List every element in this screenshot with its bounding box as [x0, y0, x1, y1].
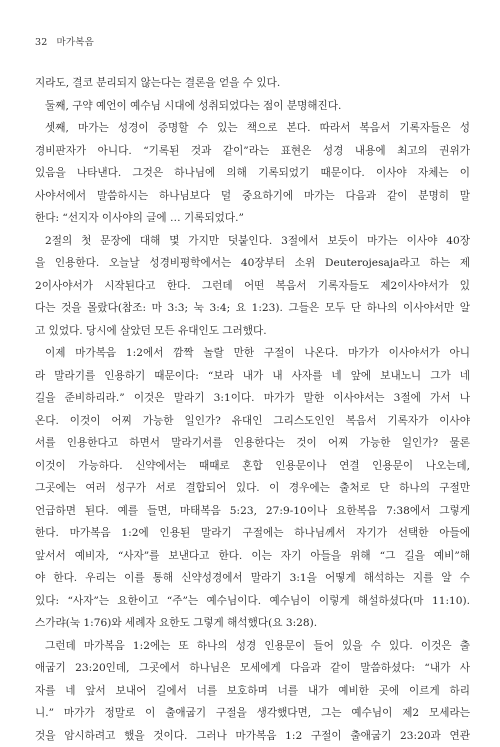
- text-line: 온다. 이것이 어찌 가능한 일인가? 유대인 그리스도인인 복음서 기록자가 이사야: [35, 410, 470, 433]
- text-line: 사야서에서 말씀하시는 하나님보다 덜 중요하기에 마가는 다음과 같이 분명히 말: [35, 185, 470, 208]
- text-line: 이것이 가능하다. 신약에서는 때때로 혼합 인용문이나 연결 인용문이 나오는데,: [35, 455, 470, 478]
- text-line: 서를 인용한다고 하면서 말라기서를 인용한다는 것이 어찌 가능한 일인가? 물론: [35, 432, 470, 455]
- text-line: 자를 네 앞서 보내어 길에서 너를 보호하며 너를 내가 예비한 곳에 이르게 하리: [35, 680, 470, 703]
- text-line: 애굽기 23:20인데, 그곳에서 하나님은 모세에게 다음과 같이 말씀하셨다: “내가 사: [35, 657, 470, 680]
- text-line: 둘째, 구약 예언이 예수님 시대에 성취되었다는 점이 분명해진다.: [35, 95, 470, 118]
- text-line: 이제 마가복음 1:2에서 깜짝 놀랄 만한 구절이 나온다. 마가가 이사야서가 아니: [35, 342, 470, 365]
- text-line: 길을 준비하리라.” 이것은 말라기 3:1이다. 마가가 말한 이사야서는 3절에 가서 나: [35, 387, 470, 410]
- text-line: 한다: “선지자 이사야의 글에 … 기록되었다.”: [35, 207, 470, 230]
- text-line: 지라도, 결코 분리되지 않는다는 결론을 얻을 수 있다.: [35, 72, 470, 95]
- text-line: 니.” 마가가 정말로 이 출애굽기 구절을 생각했다면, 그는 예수님이 제2 모세라는: [35, 702, 470, 725]
- text-line: 그런데 마가복음 1:2에는 또 하나의 성경 인용문이 들어 있을 수 있다. 이것은 출: [35, 635, 470, 658]
- text-line: 있다: “사자”는 요한이고 “주”는 예수님이다. 예수님이 이렇게 해설하셨다(마 11:10).: [35, 590, 470, 613]
- text-line: 것을 암시하려고 했을 것이다. 그러나 마가복음 1:2 구절이 출애굽기 23:20과 연관: [35, 725, 470, 747]
- running-header: [35, 34, 94, 48]
- text-line: 경비판자가 아니다. “기록된 것과 같이”라는 표현은 성경 내용에 최고의 권위가: [35, 140, 470, 163]
- text-line: 스가랴(눅 1:76)와 세례자 요한도 그렇게 해석했다(요 3:28).: [35, 612, 470, 635]
- text-line: 그곳에는 여러 성구가 서로 결합되어 있다. 이 경우에는 출처로 단 하나의 구절만: [35, 477, 470, 500]
- text-line: 을 인용한다. 오늘날 성경비평학에서는 40장부터 소위 Deuterojesaja라고 하는 제: [35, 252, 470, 275]
- body-text: [35, 72, 470, 747]
- text-line: 고 있었다. 당시에 살았던 모든 유대인도 그러했다.: [35, 320, 470, 343]
- text-line: 다는 것을 몰랐다(참조: 마 3:3; 눅 3:4; 요 1:23). 그들은 모두 단 하나의 이사야서만 알: [35, 297, 470, 320]
- text-line: 야 한다. 우리는 이를 통해 신약성경에서 말라기 3:1을 어떻게 해석하는 지를 알 수: [35, 567, 470, 590]
- text-line: 언급하면 된다. 예를 들면, 마태복음 5:23, 27:9-10이나 요한복음 7:38에서 그렇게: [35, 500, 470, 523]
- text-line: 셋째, 마가는 성경이 증명할 수 있는 책으로 본다. 따라서 복음서 기록자들은 성: [35, 117, 470, 140]
- page-number: 32: [35, 37, 48, 48]
- running-title: 마가복음: [57, 37, 95, 48]
- text-line: 2절의 첫 문장에 대해 몇 가지만 덧붙인다. 3절에서 보듯이 마가는 이사야 40장: [35, 230, 470, 253]
- text-line: 라 말라기를 인용하기 때문이다: “보라 내가 내 사자를 네 앞에 보내노니 그가 네: [35, 365, 470, 388]
- text-line: 있음을 나타낸다. 그것은 하나님에 의해 기록되었기 때문이다. 이사야 자체는 이: [35, 162, 470, 185]
- text-line: 앞서서 예비자, “사자”를 보낸다고 한다. 이는 자기 아들을 위해 “그 길을 예비”해: [35, 545, 470, 568]
- text-line: 2이사야서가 시작된다고 한다. 그런데 어떤 복음서 기록자들도 제2이사야서가 있: [35, 275, 470, 298]
- text-line: 한다. 마가복음 1:2에 인용된 말라기 구절에는 하나님께서 자기가 선택한 아들에: [35, 522, 470, 545]
